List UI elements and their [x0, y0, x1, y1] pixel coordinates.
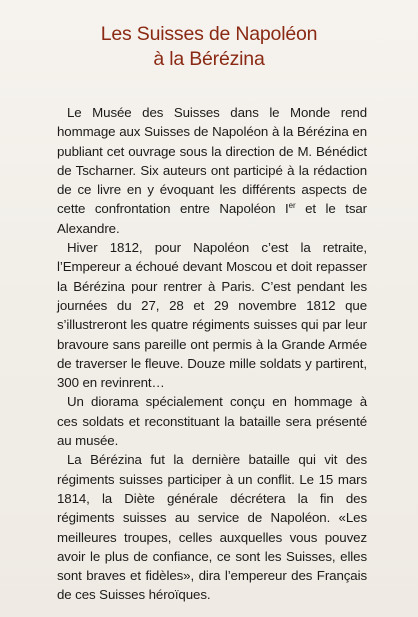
paragraph-1-text: Le Musée des Suisses dans le Monde rend hommage aux Suisses de Napoléon à la Bérézina en publiant cet ouvrage sous la direction de M. Bénédict de Tscharner. Six auteurs ont participé à la rédaction de ce livre en y évoquant les différents aspects de cette confrontation entre Napoléon I [57, 105, 367, 217]
superscript-er: er [288, 201, 296, 211]
title-line-1: Les Suisses de Napoléon [100, 23, 318, 45]
title-line-2: à la Bérézina [153, 48, 265, 70]
paragraph-2: Hiver 1812, pour Napoléon c’est la retraite, l’Empereur a échoué devant Moscou et doit repasser la Bérézina pour rentrer à Paris. C’est pendant les journées du 27, 28 et 29 novembre 1812 que s’illustreront les quatre régiments suisses qui par leur bravoure sans pareille ont permis à la Grande Armée de traverser le fleuve. Douze mille soldats y partirent, 300 en revinrent… [57, 240, 367, 391]
paragraph-1 [57, 103, 367, 238]
paragraph-4: La Bérézina fut la dernière bataille qui vit des régiments suisses participer à un conflit. Le 15 mars 1814, la Diète générale décrétera la fin des régiments suisses au service de Napoléon. «Les meilleures troupes, celles auxquelles vous pouvez avoir le plus de confiance, ce sont les Suisses, elles sont braves et fidèles», dira l’empereur des Français de ces Suisses héroïques. [57, 452, 367, 603]
paragraph-3: Un diorama spécialement conçu en hommage à ces soldats et reconstituant la bataille sera présenté au musée. [57, 394, 367, 449]
article-body [57, 103, 367, 605]
paragraph-1-tail: et le tsar Alexandre. [57, 201, 367, 236]
